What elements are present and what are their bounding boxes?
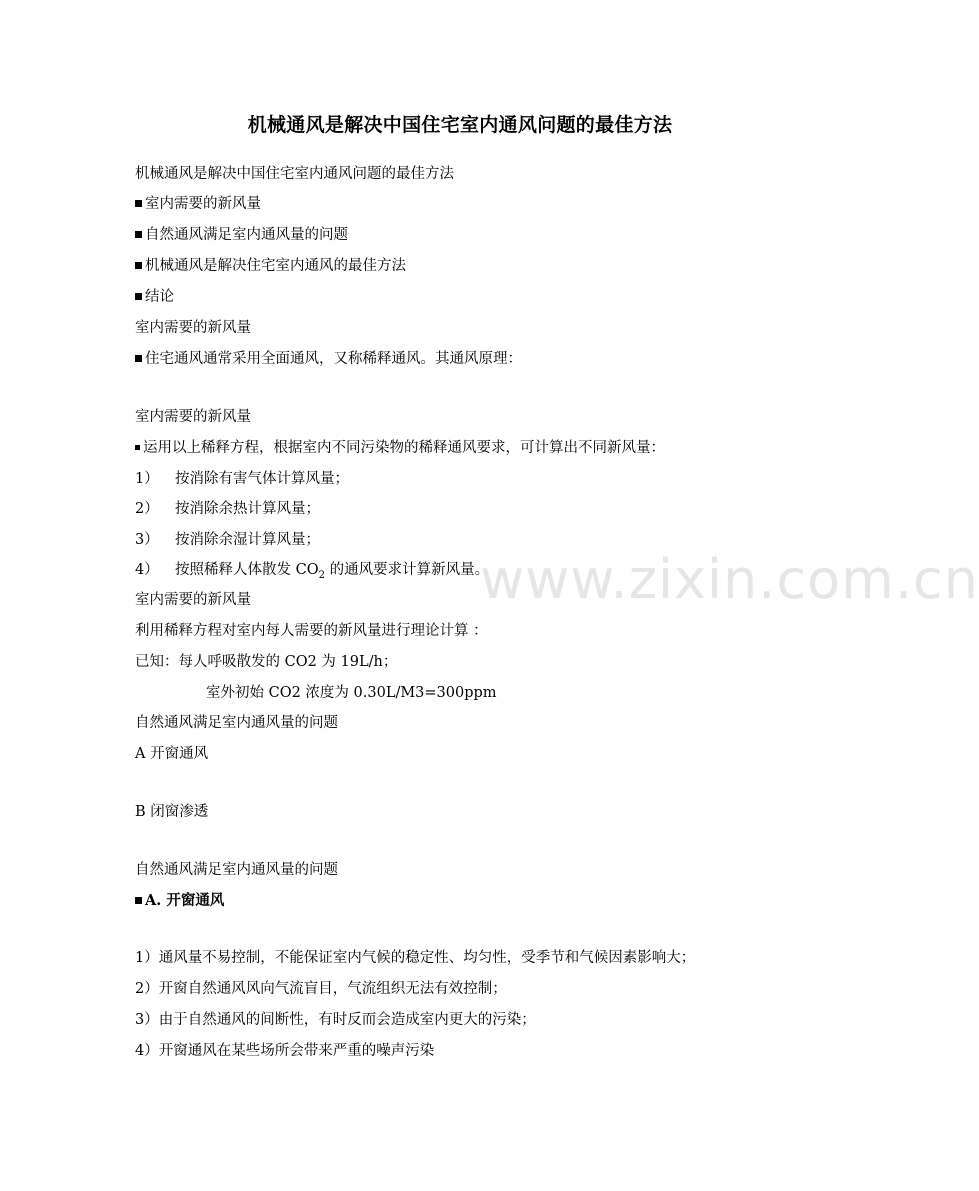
- sub-heading-text: A. 开窗通风: [145, 892, 225, 909]
- square-bullet-icon: [135, 200, 142, 207]
- outline-item: [135, 256, 406, 276]
- watermark: www.zixin.com.cn: [480, 548, 979, 611]
- problem-item: 2）开窗自然通风风向气流盲目，气流组织无法有效控制；: [135, 981, 507, 997]
- option-item: B 闭窗渗透: [135, 804, 209, 820]
- method-text: 按照稀释人体散发 CO: [175, 562, 319, 578]
- problem-item: 3）由于自然通风的间断性，有时反而会造成室内更大的污染；: [135, 1012, 536, 1028]
- section-heading: 室内需要的新风量: [135, 592, 251, 608]
- sub-heading: [135, 891, 224, 911]
- problem-item: 4）开窗通风在某些场所会带来严重的噪声污染: [135, 1043, 435, 1059]
- square-bullet-icon: [135, 231, 142, 238]
- paragraph: 利用稀释方程对室内每人需要的新风量进行理论计算 ：: [135, 623, 488, 639]
- section-heading: 自然通风满足室内通风量的问题: [135, 862, 338, 878]
- method-text: 按消除有害气体计算风量；: [175, 471, 349, 487]
- outline-heading: 机械通风是解决中国住宅室内通风问题的最佳方法: [135, 166, 454, 182]
- paragraph-text: 运用以上稀释方程，根据室内不同污染物的稀释通风要求，可计算出不同新风量：: [143, 440, 665, 456]
- option-item: A 开窗通风: [135, 746, 209, 762]
- section-heading: 室内需要的新风量: [135, 409, 251, 425]
- method-item: [135, 469, 349, 489]
- square-bullet-icon: [135, 445, 140, 450]
- paragraph: 室外初始 CO2 浓度为 0.30L/M3=300ppm: [206, 685, 497, 701]
- outline-item: [135, 225, 348, 245]
- section-heading: 室内需要的新风量: [135, 320, 251, 336]
- paragraph-text: 住宅通风通常采用全面通风，又称稀释通风。其通风原理：: [145, 351, 522, 367]
- subscript: 2: [318, 569, 325, 581]
- problem-item: 1）通风量不易控制，不能保证室内气候的稳定性、均匀性，受季节和气候因素影响大；: [135, 950, 696, 966]
- page-title: 机械通风是解决中国住宅室内通风问题的最佳方法: [247, 114, 673, 136]
- method-text: 按消除余热计算风量；: [175, 501, 320, 517]
- bullet-paragraph: [135, 438, 665, 458]
- method-item: [135, 499, 320, 519]
- outline-item: [135, 194, 261, 214]
- bullet-paragraph: [135, 349, 522, 369]
- square-bullet-icon: [135, 355, 142, 362]
- method-number: 3）: [135, 532, 159, 548]
- method-number: 4）: [135, 562, 159, 578]
- outline-item-text: 室内需要的新风量: [145, 196, 261, 212]
- method-text: 的通风要求计算新风量。: [324, 562, 490, 578]
- section-heading: 自然通风满足室内通风量的问题: [135, 715, 338, 731]
- method-text: 按消除余湿计算风量；: [175, 532, 320, 548]
- method-number: 1）: [135, 471, 159, 487]
- paragraph: 已知：每人呼吸散发的 CO2 为 19L/h；: [135, 654, 398, 670]
- outline-item-text: 自然通风满足室内通风量的问题: [145, 227, 348, 243]
- square-bullet-icon: [135, 262, 142, 269]
- outline-item-text: 结论: [145, 289, 174, 305]
- outline-item-text: 机械通风是解决住宅室内通风的最佳方法: [145, 258, 406, 274]
- method-item: [135, 530, 320, 550]
- square-bullet-icon: [135, 293, 142, 300]
- method-number: 2）: [135, 501, 159, 517]
- method-item: [135, 560, 489, 586]
- square-bullet-icon: [135, 897, 142, 904]
- outline-item: [135, 287, 174, 307]
